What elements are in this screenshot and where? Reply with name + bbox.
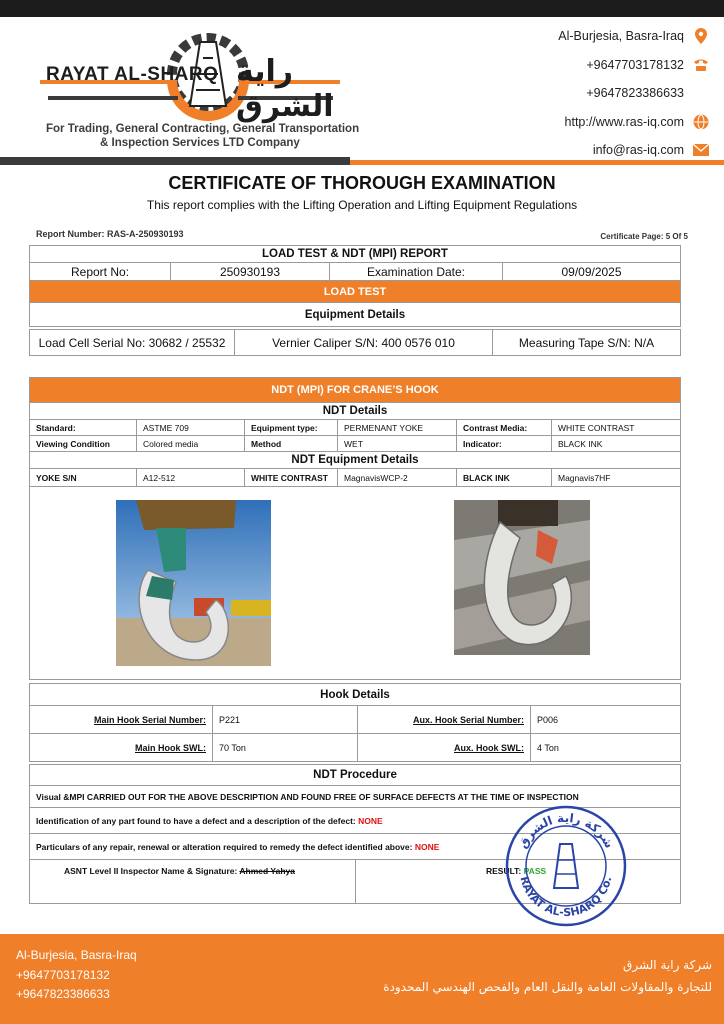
main-hook-serial-label: Main Hook Serial Number: [30,706,213,734]
contact-address [558,22,710,51]
globe-icon [692,113,710,131]
indicator-value: BLACK INK [552,436,681,452]
footer-description-arabic: للتجارة والمقاولات العامة والنقل العام والفحص الهندسي المحدودة [383,980,712,994]
equipment-type-label: Equipment type: [245,420,338,436]
defect-identification-label: Identification of any part found to have a defect and a description of the defect: [36,815,356,826]
ndt-equipment-details-title: NDT Equipment Details [30,452,681,469]
defect-identification-value: NONE [358,815,383,826]
viewing-condition-value: Colored media [137,436,245,452]
hook-details-table [29,683,681,762]
certificate-title: CERTIFICATE OF THOROUGH EXAMINATION [168,173,556,193]
main-hook-swl-label: Main Hook SWL: [30,734,213,762]
report-number: Report Number: RAS-A-250930193 [36,229,184,239]
repair-particulars-label: Particulars of any repair, renewal or alteration required to remedy the defect identified above: [36,841,413,852]
exam-date-label: Examination Date: [330,263,503,281]
email-link[interactable]: info@ras-iq.com [592,143,684,158]
exam-date-value: 09/09/2025 [503,263,681,281]
yoke-label: YOKE S/N [30,469,137,487]
load-test-report-title: LOAD TEST & NDT (MPI) REPORT [30,246,681,263]
inspector-cell [30,860,356,904]
website-link[interactable]: http://www.ras-iq.com [564,114,684,129]
yoke-value: A12-512 [137,469,245,487]
contact-phone-2 [558,79,710,108]
phone-spacer [692,84,710,102]
header-divider-orange [350,160,724,165]
aux-hook-photo [454,500,590,660]
phone-1-text[interactable]: +9647703178132 [586,57,684,72]
certificate-page: Certificate Page: 5 Of 5 [600,232,688,241]
aux-hook-serial-value: P006 [531,706,681,734]
load-test-section-header: LOAD TEST [30,281,681,303]
method-label: Method [245,436,338,452]
result-label: RESULT: [486,866,522,876]
standard-label: Standard: [30,420,137,436]
address-text: Al-Burjesia, Basra-Iraq [558,29,684,44]
black-ink-label: BLACK INK [457,469,552,487]
aux-hook-swl-label: Aux. Hook SWL: [358,734,531,762]
ndt-details-title: NDT Details [30,403,681,420]
phone-2-text[interactable]: +9647823386633 [586,86,684,101]
white-contrast-label: WHITE CONTRAST [245,469,338,487]
footer-address: Al-Burjesia, Basra-Iraq [16,948,137,962]
equipment-details-title: Equipment Details [30,303,681,327]
inspector-name: Ahmed Yahya [239,866,295,876]
hook-photos [30,487,681,680]
footer-phone-1[interactable]: +9647703178132 [16,967,110,982]
footer-phone-2[interactable]: +9647823386633 [16,987,110,1001]
brand-name-english: RAYAT AL-SHARQ [46,64,219,85]
stamp-text-bottom: RAYAT AL-SHARQ Co. [517,874,615,920]
tagline-line-1: For Trading, General Contracting, General Transportation [46,123,360,135]
main-hook-serial-value: P221 [213,706,358,734]
load-cell-serial: Load Cell Serial No: 30682 / 25532 [30,330,235,356]
white-contrast-value: MagnavisWCP-2 [338,469,457,487]
equipment-type-value: PERMENANT YOKE [338,420,457,436]
indicator-label: Indicator: [457,436,552,452]
main-hook-swl-value: 70 Ton [213,734,358,762]
hook-details-title: Hook Details [30,684,681,706]
ndt-table [29,377,681,680]
envelope-icon [692,141,710,159]
report-no-value: 250930193 [171,263,330,281]
contact-phone-1 [558,51,710,80]
location-pin-icon [692,27,710,45]
result-value: PASS [523,866,547,876]
contrast-media-value: WHITE CONTRAST [552,420,681,436]
measuring-tape-serial: Measuring Tape S/N: N/A [493,330,681,356]
report-no-label: Report No: [30,263,171,281]
footer [0,934,724,1024]
ndt-section-header: NDT (MPI) FOR CRANE’S HOOK [30,378,681,403]
viewing-condition-label: Viewing Condition [30,436,137,452]
header-divider-dark [0,157,350,165]
inspector-signature [30,860,355,876]
brand-name-arabic: راية الشرق [236,54,334,124]
footer-arabic [383,954,712,998]
method-value: WET [338,436,457,452]
stamp-text-top: شركة راية الشرق [515,810,617,851]
procedure-line-1: Visual &MPI CARRIED OUT FOR THE ABOVE DESCRIPTION AND FOUND FREE OF SURFACE DEFECTS AT THE TIME OF INSPECTION [30,786,681,808]
black-ink-value: Magnavis7HF [552,469,681,487]
footer-company-arabic: شركة راية الشرق [623,958,712,972]
aux-hook-swl-value: 4 Ton [531,734,681,762]
phone-icon [692,56,710,74]
inspector-label: ASNT Level II Inspector Name & Signature: [64,866,238,876]
contact-info [558,22,710,165]
aux-hook-serial-label: Aux. Hook Serial Number: [358,706,531,734]
company-logo [40,22,360,152]
equipment-table [29,329,681,356]
footer-contacts [16,946,137,1005]
svg-text:RAYAT AL-SHARQ Co. [518,875,615,919]
contact-website [558,108,710,137]
contrast-media-label: Contrast Media: [457,420,552,436]
ndt-procedure-title: NDT Procedure [30,765,681,786]
repair-particulars-value: NONE [414,841,440,852]
standard-value: ASTME 709 [137,420,245,436]
certificate-subtitle: This report complies with the Lifting Operation and Lifting Equipment Regulations [146,198,578,212]
top-bar [0,0,724,17]
vernier-caliper-serial: Vernier Caliper S/N: 400 0576 010 [235,330,493,356]
load-test-table [29,245,681,327]
tagline-line-2: & Inspection Services LTD Company [100,137,300,149]
company-stamp [504,804,628,928]
main-hook-photo [116,500,271,671]
